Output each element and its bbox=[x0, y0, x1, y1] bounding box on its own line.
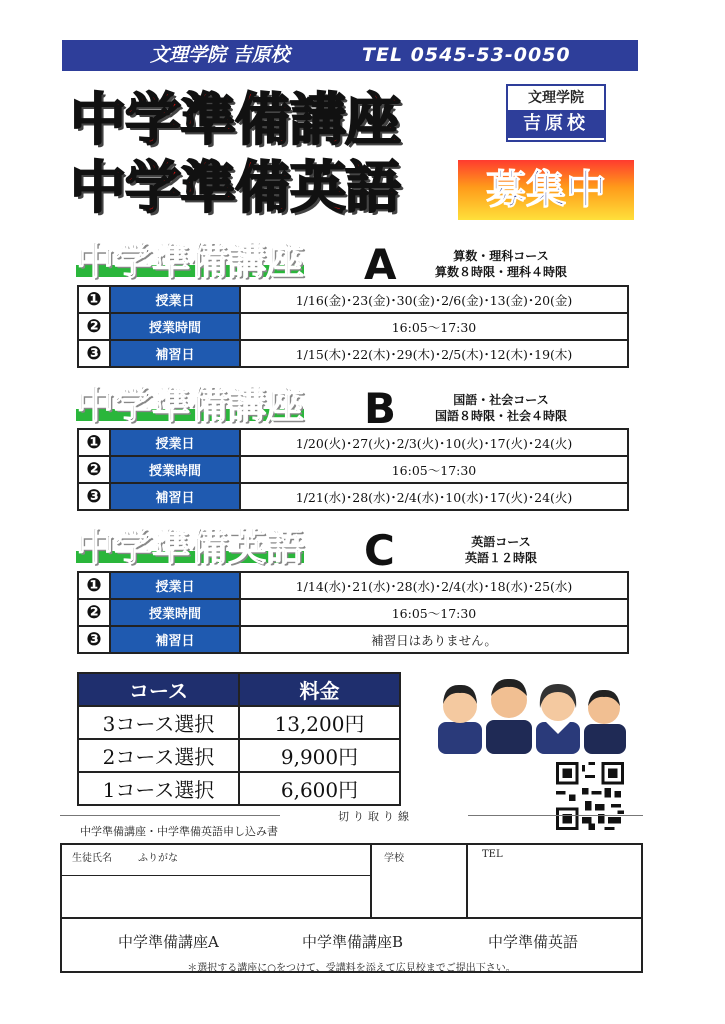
table-row bbox=[78, 572, 628, 599]
row-value: 補習日はありません。 bbox=[240, 626, 628, 653]
table-row bbox=[78, 626, 628, 653]
table-row bbox=[78, 286, 628, 313]
section-a-note bbox=[416, 248, 586, 280]
row-value: 1/16(金)･23(金)･30(金)･2/6(金)･13(金)･20(金) bbox=[240, 286, 628, 313]
section-b-note-1: 国語・社会コース bbox=[453, 393, 549, 407]
number-icon: ❶ bbox=[78, 572, 110, 599]
students-illustration-icon bbox=[432, 672, 632, 754]
row-label: 補習日 bbox=[110, 340, 240, 367]
section-c-note bbox=[416, 534, 586, 566]
row-label: 授業日 bbox=[110, 429, 240, 456]
section-a-letter: A bbox=[364, 240, 397, 289]
table-row bbox=[78, 313, 628, 340]
application-form bbox=[60, 843, 643, 973]
schedule-table-a bbox=[77, 285, 629, 368]
section-b-note bbox=[416, 392, 586, 424]
table-row bbox=[78, 340, 628, 367]
row-label: 授業時間 bbox=[110, 456, 240, 483]
option-course-b[interactable]: 中学準備講座B bbox=[302, 933, 404, 951]
table-row bbox=[78, 706, 400, 739]
main-title-1: 中学準備講座 bbox=[70, 88, 400, 153]
number-icon: ❷ bbox=[78, 599, 110, 626]
cut-line-right bbox=[468, 815, 643, 816]
name-label: 生徒氏名 bbox=[72, 853, 112, 864]
section-b-letter: B bbox=[364, 384, 397, 433]
table-row bbox=[78, 599, 628, 626]
row-value: 1/14(水)･21(水)･28(水)･2/4(水)･18(水)･25(水) bbox=[240, 572, 628, 599]
qr-code-icon bbox=[556, 762, 624, 830]
row-label: 補習日 bbox=[110, 626, 240, 653]
fee-cell: 13,200円 bbox=[239, 706, 400, 739]
cut-line-left bbox=[60, 815, 280, 816]
number-icon: ❸ bbox=[78, 626, 110, 653]
price-header-row bbox=[78, 673, 400, 706]
logo-text: 文理学院 bbox=[528, 90, 584, 106]
row-value: 16:05～17:30 bbox=[240, 456, 628, 483]
section-a-note-2: 算数８時限・理科４時限 bbox=[434, 265, 567, 279]
price-header-course: コース bbox=[78, 673, 239, 706]
section-c-note-1: 英語コース bbox=[471, 535, 531, 549]
option-course-a[interactable]: 中学準備講座A bbox=[118, 933, 219, 951]
school-label: 学校 bbox=[384, 853, 404, 864]
row-label: 補習日 bbox=[110, 483, 240, 510]
section-c-letter: C bbox=[364, 526, 395, 575]
table-row bbox=[78, 772, 400, 805]
form-title: 中学準備講座・中学準備英語申し込み書 bbox=[80, 825, 278, 838]
row-value: 1/15(木)･22(木)･29(木)･2/5(木)･12(木)･19(木) bbox=[240, 340, 628, 367]
phone-number: TEL 0545-53-0050 bbox=[362, 44, 571, 66]
option-english[interactable]: 中学準備英語 bbox=[488, 933, 579, 951]
course-cell: 1コース選択 bbox=[78, 772, 239, 805]
row-label: 授業時間 bbox=[110, 599, 240, 626]
row-value: 16:05～17:30 bbox=[240, 599, 628, 626]
row-value: 16:05～17:30 bbox=[240, 313, 628, 340]
table-row bbox=[78, 739, 400, 772]
number-icon: ❷ bbox=[78, 456, 110, 483]
fee-cell: 6,600円 bbox=[239, 772, 400, 805]
table-row bbox=[78, 483, 628, 510]
section-c-note-2: 英語１２時限 bbox=[464, 551, 537, 565]
logo-branch: 吉原校 bbox=[508, 110, 604, 138]
divider bbox=[370, 845, 372, 917]
divider bbox=[62, 875, 370, 876]
course-cell: 3コース選択 bbox=[78, 706, 239, 739]
table-row bbox=[78, 456, 628, 483]
section-b-note-2: 国語８時限・社会４時限 bbox=[434, 409, 567, 423]
price-header-fee: 料金 bbox=[239, 673, 400, 706]
divider bbox=[466, 845, 468, 917]
row-label: 授業時間 bbox=[110, 313, 240, 340]
tel-label: TEL bbox=[482, 849, 503, 860]
table-row bbox=[78, 429, 628, 456]
section-a-note-1: 算数・理科コース bbox=[453, 249, 549, 263]
section-b-title: 中学準備講座 bbox=[76, 383, 305, 427]
main-title-2: 中学準備英語 bbox=[70, 156, 400, 221]
divider bbox=[62, 917, 641, 919]
section-c-title: 中学準備英語 bbox=[76, 525, 305, 569]
price-table bbox=[77, 672, 401, 806]
header-bar bbox=[62, 40, 638, 71]
number-icon: ❸ bbox=[78, 483, 110, 510]
row-label: 授業日 bbox=[110, 572, 240, 599]
number-icon: ❶ bbox=[78, 286, 110, 313]
furigana-label: ふりがな bbox=[138, 853, 178, 864]
schedule-table-c bbox=[77, 571, 629, 654]
school-logo bbox=[506, 84, 606, 142]
form-note: ＊選択する講座に○をつけて、受講料を添えて広見校までご提出下さい。 bbox=[187, 963, 516, 974]
schedule-table-b bbox=[77, 428, 629, 511]
course-cell: 2コース選択 bbox=[78, 739, 239, 772]
row-label: 授業日 bbox=[110, 286, 240, 313]
section-a-title: 中学準備講座 bbox=[76, 239, 305, 283]
fee-cell: 9,900円 bbox=[239, 739, 400, 772]
row-value: 1/21(水)･28(水)･2/4(水)･10(水)･17(火)･24(火) bbox=[240, 483, 628, 510]
cut-line-label: 切り取り線 bbox=[338, 810, 413, 823]
recruiting-badge: 募集中 bbox=[458, 160, 634, 220]
number-icon: ❶ bbox=[78, 429, 110, 456]
number-icon: ❸ bbox=[78, 340, 110, 367]
row-value: 1/20(火)･27(火)･2/3(火)･10(火)･17(火)･24(火) bbox=[240, 429, 628, 456]
number-icon: ❷ bbox=[78, 313, 110, 340]
school-name: 文理学院 吉原校 bbox=[150, 44, 290, 66]
